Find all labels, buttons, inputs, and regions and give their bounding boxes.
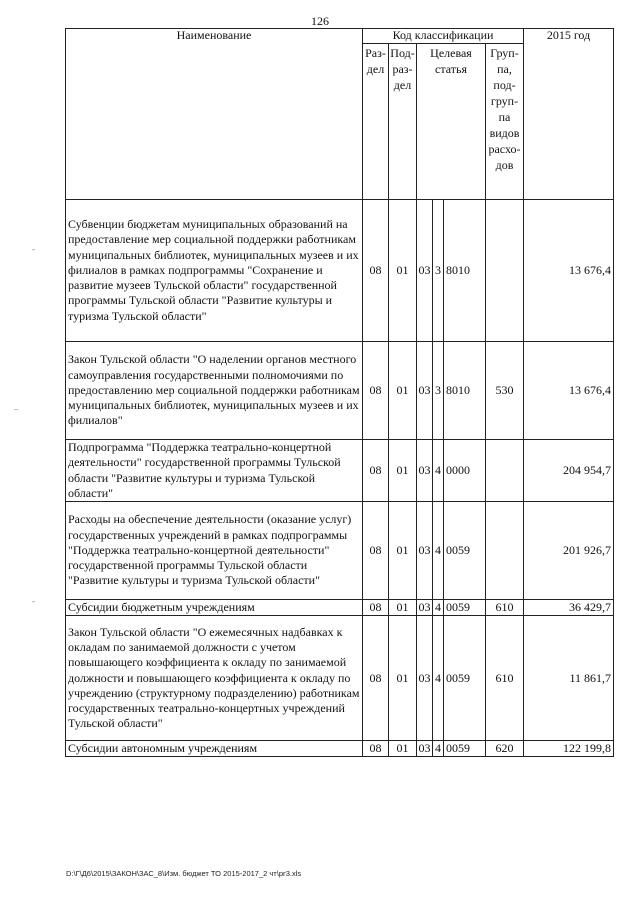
row-razdel: 08 [363,600,389,616]
row-amount: 204 954,7 [524,440,614,502]
header-code-classification: Код классификации [363,29,524,44]
row-podrazdel: 01 [389,616,417,741]
row-group: 530 [486,342,524,440]
scan-mark: - [32,244,35,254]
table-row [66,440,614,502]
budget-table [65,28,614,757]
row-amount: 36 429,7 [524,600,614,616]
table-row [66,342,614,440]
row-cs3: 8010 [444,200,486,342]
header-year: 2015 год [524,29,614,200]
row-cs1: 03 [417,342,433,440]
row-cs2: 3 [433,342,444,440]
header-target-article: Целевая статья [417,44,486,200]
row-name: Закон Тульской области "О наделении органов местного самоуправления государственными полномочиями по предоставлению мер социальной поддержки работникам муниципальных библиотек, муниципальных музеев и их филиалов" [66,342,363,440]
row-cs2: 4 [433,502,444,600]
row-podrazdel: 01 [389,200,417,342]
row-amount: 13 676,4 [524,342,614,440]
row-cs1: 03 [417,616,433,741]
row-group [486,502,524,600]
row-podrazdel: 01 [389,600,417,616]
row-podrazdel: 01 [389,342,417,440]
row-cs3: 0059 [444,502,486,600]
table-row [66,741,614,757]
table-row [66,600,614,616]
row-name: Субвенции бюджетам муниципальных образований на предоставление мер социальной поддержки работникам муниципальных библиотек, муниципальных музеев и их филиалов в рамках подпрограммы "Сохранение и развитие музеев Тульской области" государственной программы Тульской области "Развитие культуры и туризма Тульской области" [66,200,363,342]
row-cs2: 4 [433,741,444,757]
row-cs2: 4 [433,600,444,616]
row-name: Субсидии автономным учреждениям [66,741,363,757]
row-amount: 201 926,7 [524,502,614,600]
scan-mark: - [32,596,35,606]
row-razdel: 08 [363,440,389,502]
row-name: Расходы на обеспечение деятельности (оказание услуг) государственных учреждений в рамках подпрограммы "Поддержка театрально-концертной деятельности" государственной программы Тульской области "Развитие культуры и туризма Тульской области" [66,502,363,600]
row-cs1: 03 [417,502,433,600]
header-row-top [66,29,614,44]
row-amount: 13 676,4 [524,200,614,342]
row-cs3: 0000 [444,440,486,502]
row-razdel: 08 [363,616,389,741]
row-cs3: 0059 [444,616,486,741]
row-cs2: 4 [433,440,444,502]
row-razdel: 08 [363,741,389,757]
header-section: Раз- дел [363,44,389,200]
table-row [66,616,614,741]
row-cs1: 03 [417,440,433,502]
row-name: Субсидии бюджетным учреждениям [66,600,363,616]
row-razdel: 08 [363,200,389,342]
header-group: Груп- па, под- груп- па видов расхо- дов [486,44,524,200]
header-subsection: Под- раз- дел [389,44,417,200]
row-cs2: 4 [433,616,444,741]
row-group [486,440,524,502]
row-podrazdel: 01 [389,440,417,502]
row-razdel: 08 [363,342,389,440]
row-cs1: 03 [417,200,433,342]
scan-mark: – [14,404,19,414]
row-cs2: 3 [433,200,444,342]
row-razdel: 08 [363,502,389,600]
row-podrazdel: 01 [389,741,417,757]
row-group: 610 [486,600,524,616]
table-row [66,502,614,600]
row-group: 610 [486,616,524,741]
row-name: Подпрограмма "Поддержка театрально-концертной деятельности" государственной программы Тульской области "Развитие культуры и туризма Тульской области" [66,440,363,502]
row-cs1: 03 [418,741,431,756]
row-name: Закон Тульской области "О ежемесячных надбавках к окладам по занимаемой должности с учетом повышающего коэффициента к окладу по занимаемой должности и повышающего коэффициента к окладу по учреждению (структурному подразделению) работникам государственных театрально-концертных учреждений Тульской области" [66,616,363,741]
header-name: Наименование [66,29,363,200]
row-cs1: 03 [418,600,431,615]
table-row [66,200,614,342]
file-path-footer: D:\Г\Д6\2015\ЗАКОН\ЗАС_8\Изм. бюджет ТО 2015-2017_2 чт\рг3.xls [66,869,302,878]
row-group: 620 [486,741,524,757]
row-podrazdel: 01 [389,502,417,600]
row-amount: 11 861,7 [524,616,614,741]
row-cs3: 0059 [444,741,486,757]
row-group [486,200,524,342]
page-number: 126 [311,14,329,28]
row-cs3: 8010 [444,342,486,440]
row-amount: 122 199,8 [524,741,614,757]
row-cs3: 0059 [444,600,486,616]
